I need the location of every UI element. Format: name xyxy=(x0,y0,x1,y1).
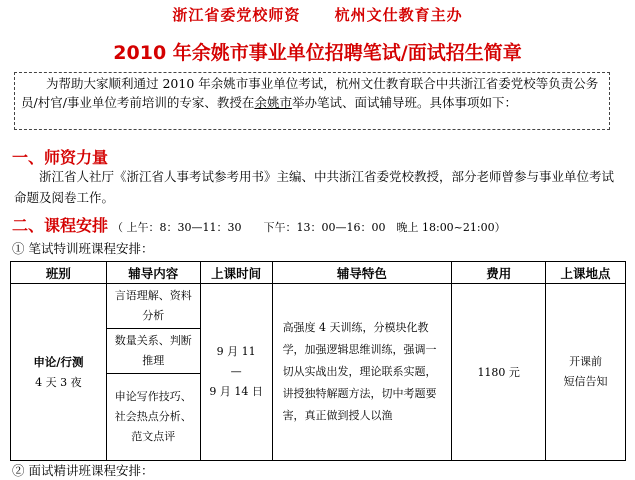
subheading-written: ① 笔试特训班课程安排： xyxy=(12,241,154,256)
col-header-class: 班别 xyxy=(11,262,107,284)
page-title: 2010 年余姚市事业单位招聘笔试/面试招生简章 xyxy=(113,42,522,64)
table-row xyxy=(11,284,626,329)
fee-cell: 1180 元 xyxy=(452,284,546,461)
location-line-2: 短信告知 xyxy=(563,375,608,388)
time-dash: — xyxy=(230,365,242,378)
location-cell xyxy=(546,284,626,461)
header-left: 浙江省委党校师资 xyxy=(172,6,301,24)
col-header-fee: 费用 xyxy=(452,262,546,284)
time-cell xyxy=(200,284,272,461)
time-start: 9 月 11 xyxy=(216,345,256,358)
section-heading-courses xyxy=(12,213,506,236)
col-header-location: 上课地点 xyxy=(546,262,626,284)
intro-box xyxy=(14,72,610,130)
intro-text-1: 为帮助大家顺利通过 2010 年余姚市事业单位考试，杭州文仕教育联合中共浙江省委党校等负责公务员/村官/事业单位考前培训的专家、教授在 xyxy=(21,76,599,110)
subheading-interview: ② 面试精讲班课程安排： xyxy=(12,463,154,478)
col-header-time: 上课时间 xyxy=(200,262,272,284)
header-banner xyxy=(0,4,635,25)
schedule-text: （ 上午：8：30—11：30 下午：13：00—16：00 晚上 18:00~21:00） xyxy=(112,221,506,234)
header-right: 杭州文仕教育主办 xyxy=(334,6,463,24)
col-header-feature: 辅导特色 xyxy=(272,262,452,284)
content-cell-2: 数量关系、判断推理 xyxy=(106,329,200,374)
faculty-text: 浙江省人社厅《浙江省人事考试参考用书》主编、中共浙江省委党校教授，部分老师曾参与事业单位考试命题及阅卷工作。 xyxy=(14,169,615,205)
class-cell xyxy=(11,284,107,461)
course-table xyxy=(10,261,626,461)
time-end: 9 月 14 日 xyxy=(209,385,263,398)
intro-location-link[interactable]: 余姚市 xyxy=(254,95,292,110)
col-header-content: 辅导内容 xyxy=(106,262,200,284)
class-name: 申论/行测 xyxy=(33,355,84,369)
section-heading-faculty: 一、师资力量 xyxy=(12,148,109,167)
table-header-row xyxy=(11,262,626,284)
class-duration: 4 天 3 夜 xyxy=(35,376,82,389)
content-cell-3: 申论写作技巧、社会热点分析、范文点评 xyxy=(106,374,200,461)
location-line-1: 开课前 xyxy=(569,355,603,368)
feature-cell: 高强度 4 天训练，分模块化教学，加强逻辑思维训练，强调一切从实战出发，理论联系实题，讲授独特解题方法，切中考题要害，真正做到授人以渔 xyxy=(272,284,452,461)
content-cell-1: 言语理解、资料分析 xyxy=(106,284,200,329)
intro-text-2: 举办笔试、面试辅导班。具体事项如下： xyxy=(291,95,517,110)
courses-heading-label: 二、课程安排 xyxy=(12,216,109,235)
